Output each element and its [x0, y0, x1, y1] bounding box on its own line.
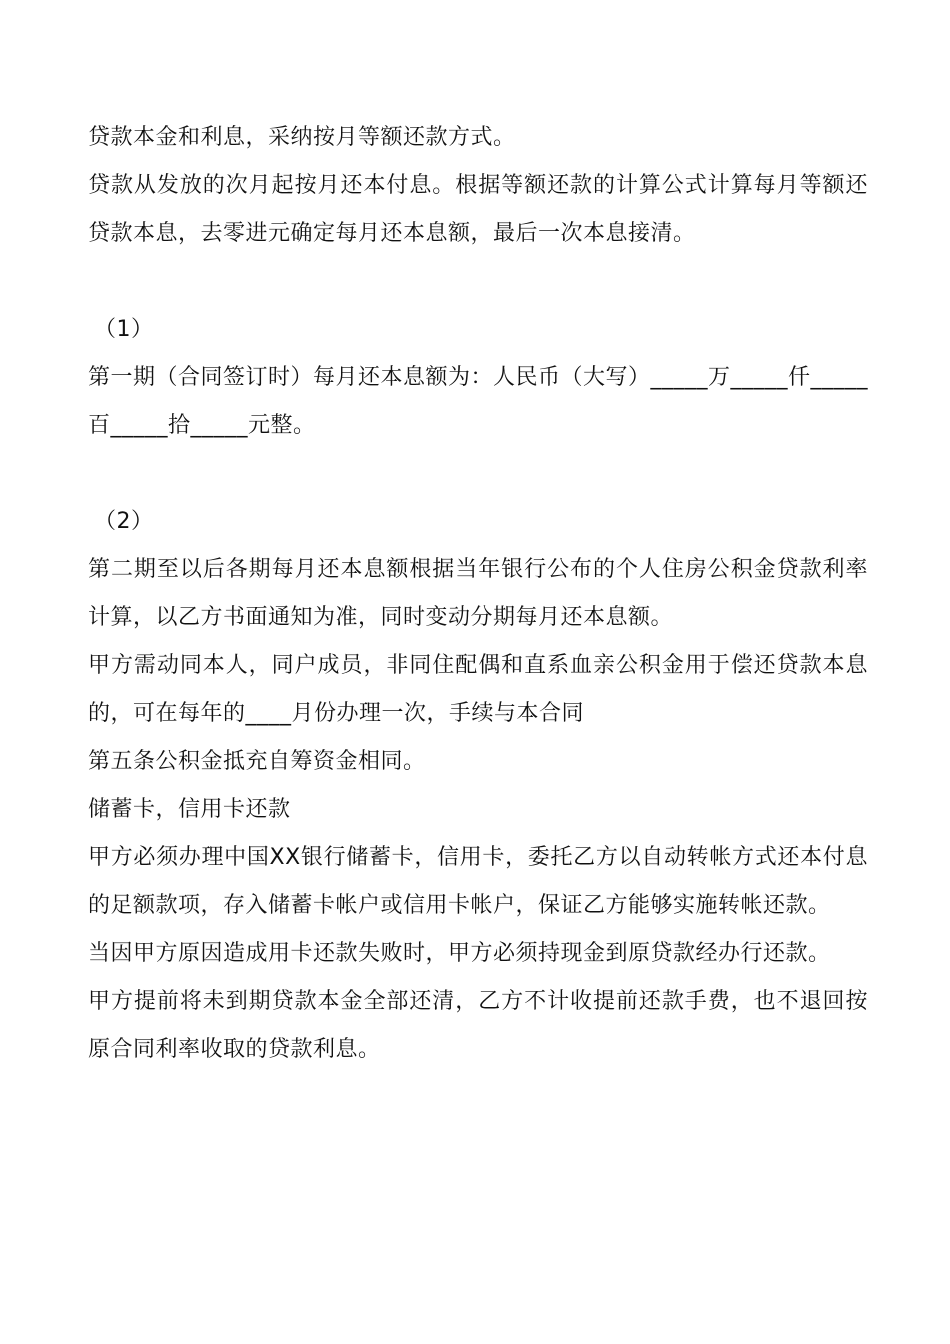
paragraph-card-repayment-heading: 储蓄卡，信用卡还款 [88, 797, 291, 822]
paragraph-article-five: 第五条公积金抵充自筹资金相同。 [88, 749, 426, 774]
paragraph-early-repayment: 甲方提前将未到期贷款本金全部还清，乙方不计收提前还款手费，也不退回按原合同利率收取的贷款利息。 [88, 989, 868, 1062]
paragraph-card-requirement: 甲方必须办理中国XX银行储蓄卡，信用卡，委托乙方以自动转帐方式还本付息的足额款项，存入储蓄卡帐户或信用卡帐户，保证乙方能够实施转帐还款。 [88, 845, 868, 918]
paragraph-monthly-repayment: 贷款从发放的次月起按月还本付息。根据等额还款的计算公式计算每月等额还贷款本息，去零进元确定每月还本息额，最后一次本息接清。 [88, 173, 868, 246]
paragraph-card-failure: 当因甲方原因造成用卡还款失败时，甲方必须持现金到原贷款经办行还款。 [88, 941, 831, 966]
paragraph-later-periods: 第二期至以后各期每月还本息额根据当年银行公布的个人住房公积金贷款利率计算，以乙方书面通知为准，同时变动分期每月还本息额。 [88, 557, 868, 630]
item-number-2: （2） [94, 509, 154, 534]
paragraph-repayment-method: 贷款本金和利息，采纳按月等额还款方式。 [88, 125, 516, 150]
paragraph-spacer [88, 450, 868, 498]
document-body [88, 114, 868, 1074]
paragraph-spacer [88, 258, 868, 306]
item-number-1: （1） [94, 317, 154, 342]
paragraph-first-period-amount: 第一期（合同签订时）每月还本息额为：人民币（大写）_____万_____仟_____百_____拾_____元整。 [88, 365, 869, 438]
paragraph-provident-fund: 甲方需动同本人，同户成员，非同住配偶和直系血亲公积金用于偿还贷款本息的，可在每年的____月份办理一次，手续与本合同 [88, 653, 868, 726]
